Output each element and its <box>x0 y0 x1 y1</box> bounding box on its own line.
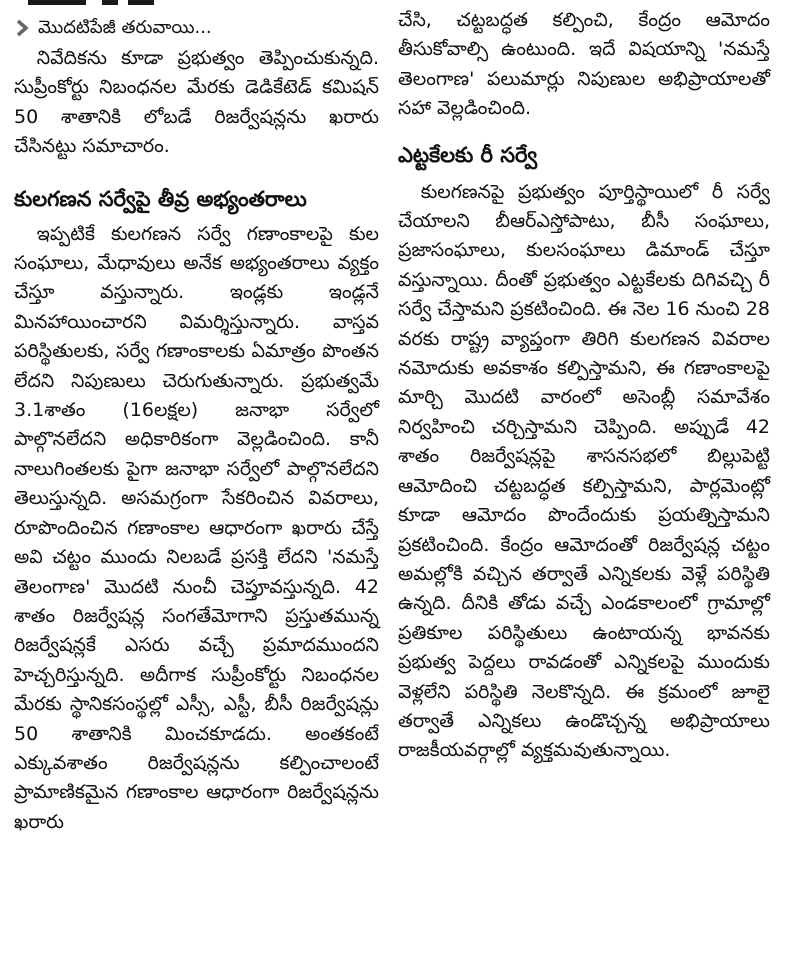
section-heading: కులగణన సర్వేపై తీవ్ర అభ్యంతరాలు <box>14 186 307 211</box>
section-heading: ఎట్టకేలకు రీ సర్వే <box>398 142 538 167</box>
right-column <box>398 0 770 766</box>
left-column <box>14 0 379 837</box>
chevron-right-icon <box>14 19 32 37</box>
article-paragraph: కులగణనపై ప్రభుత్వం పూర్తిస్థాయిలో రీ సర్వే చేయాలని బీఆర్ఎస్తోపాటు, బీసీ సంఘాలు, ప్రజాసంఘాలు, కులసంఘాలు డిమాండ్ చేస్తూ వస్తున్నాయి. దీంతో ప్రభుత్వం ఎట్టకేలకు దిగివచ్చి రీ సర్వే చేస్తామని ప్రకటించింది. ఈ నెల 16 నుంచి 28 వరకు రాష్ట్ర వ్యాప్తంగా తిరిగి కులగణన వివరాల నమోదుకు అవకాశం కల్పిస్తామని, ఈ గణాంకాలపై మార్చి మొదటి వారంలో అసెంబ్లీ సమావేశం నిర్వహించి చర్చిస్తామని చెప్పింది. అప్పుడే 42 శాతం రిజర్వేషన్లపై శాసనసభలో బిల్లుపెట్టి ఆమోదించి చట్టబద్ధత కల్పిస్తామని, పార్లమెంట్లో కూడా ఆమోదం పొందేందుకు ప్రయత్నిస్తామని ప్రకటించింది. కేంద్రం ఆమోదంతో రిజర్వేషన్ల చట్టం అమల్లోకి వచ్చిన తర్వాతే ఎన్నికలకు వెళ్లే పరిస్థితి ఉన్నది. దీనికి తోడు వచ్చే ఎండకాలంలో గ్రామాల్లో ప్రతికూల పరిస్థితులు ఉంటాయన్న భావనకు ప్రభుత్వ పెద్దలు రావడంతో ఎన్నికలపై ముందుకు వెళ్లలేని పరిస్థితి నెలకొన్నది. ఈ క్రమంలో జూలై తర్వాతే ఎన్నికలు ఉండొచ్చన్న అభిప్రాయాలు రాజకీయవర్గాల్లో వ్యక్తమవుతున్నాయి. <box>398 180 770 762</box>
article-paragraph: నివేదికను కూడా ప్రభుత్వం తెప్పించుకున్నది. సుప్రీంకోర్టు నిబంధనల మేరకు డెడికేటెడ్ కమిషన్ 50 శాతానికి లోబడే రిజర్వేషన్లను ఖరారు చేసినట్టు సమాచారం. <box>14 47 379 158</box>
kicker-text: మొదటిపేజీ తరువాయి... <box>38 17 212 38</box>
article-paragraph: చేసి, చట్టబద్ధత కల్పించి, కేంద్రం ఆమోదం తీసుకోవాల్సి ఉంటుంది. ఇదే విషయాన్ని 'నమస్తే తెలంగాణ' పలుమార్లు నిపుణుల అభిప్రాయాలతో సహా వెల్లడించింది. <box>398 9 770 120</box>
continuation-kicker <box>14 14 379 42</box>
article-paragraph: ఇప్పటికే కులగణన సర్వే గణాంకాలపై కుల సంఘాలు, మేధావులు అనేక అభ్యంతరాలు వ్యక్తం చేస్తూ వస్తున్నారు. ఇండ్లకు ఇండ్లనే మినహాయించారని విమర్శిస్తున్నారు. వాస్తవ పరిస్థితులకు, సర్వే గణాంకాలకు ఏమాత్రం పొంతన లేదని నిపుణులు చెరుగుతున్నారు. ప్రభుత్వమే 3.1శాతం (16లక్షల) జనాభా సర్వేలో పాల్గొనలేదని అధికారికంగా వెల్లడించింది. కానీ నాలుగింతలకు పైగా జనాభా సర్వేలో పాల్గొనలేదని తెలుస్తున్నది. అసమగ్రంగా సేకరించిన వివరాలు, రూపొందించిన గణాంకాల ఆధారంగా ఖరారు చేస్తే అవి చట్టం ముందు నిలబడే ప్రసక్తి లేదని 'నమస్తే తెలంగాణ' మొదటి నుంచీ చెప్తూవస్తున్నది. 42 శాతం రిజర్వేషన్ల సంగతేమోగాని ప్రస్తుతమున్న రిజర్వేషన్లకే ఎసరు వచ్చే ప్రమాదముందని హెచ్చరిస్తున్నది. అదీగాక సుప్రీంకోర్టు నిబంధనల మేరకు స్థానికసంస్థల్లో ఎస్సీ, ఎస్టీ, బీసీ రిజర్వేషన్లు 50 శాతానికి మించకూడదు. అంతకంటే ఎక్కువశాతం రిజర్వేషన్లను కల్పించాలంటే ప్రామాణికమైన గణాంకాల ఆధారంగా రిజర్వేషన్లను ఖరారు <box>14 222 379 833</box>
